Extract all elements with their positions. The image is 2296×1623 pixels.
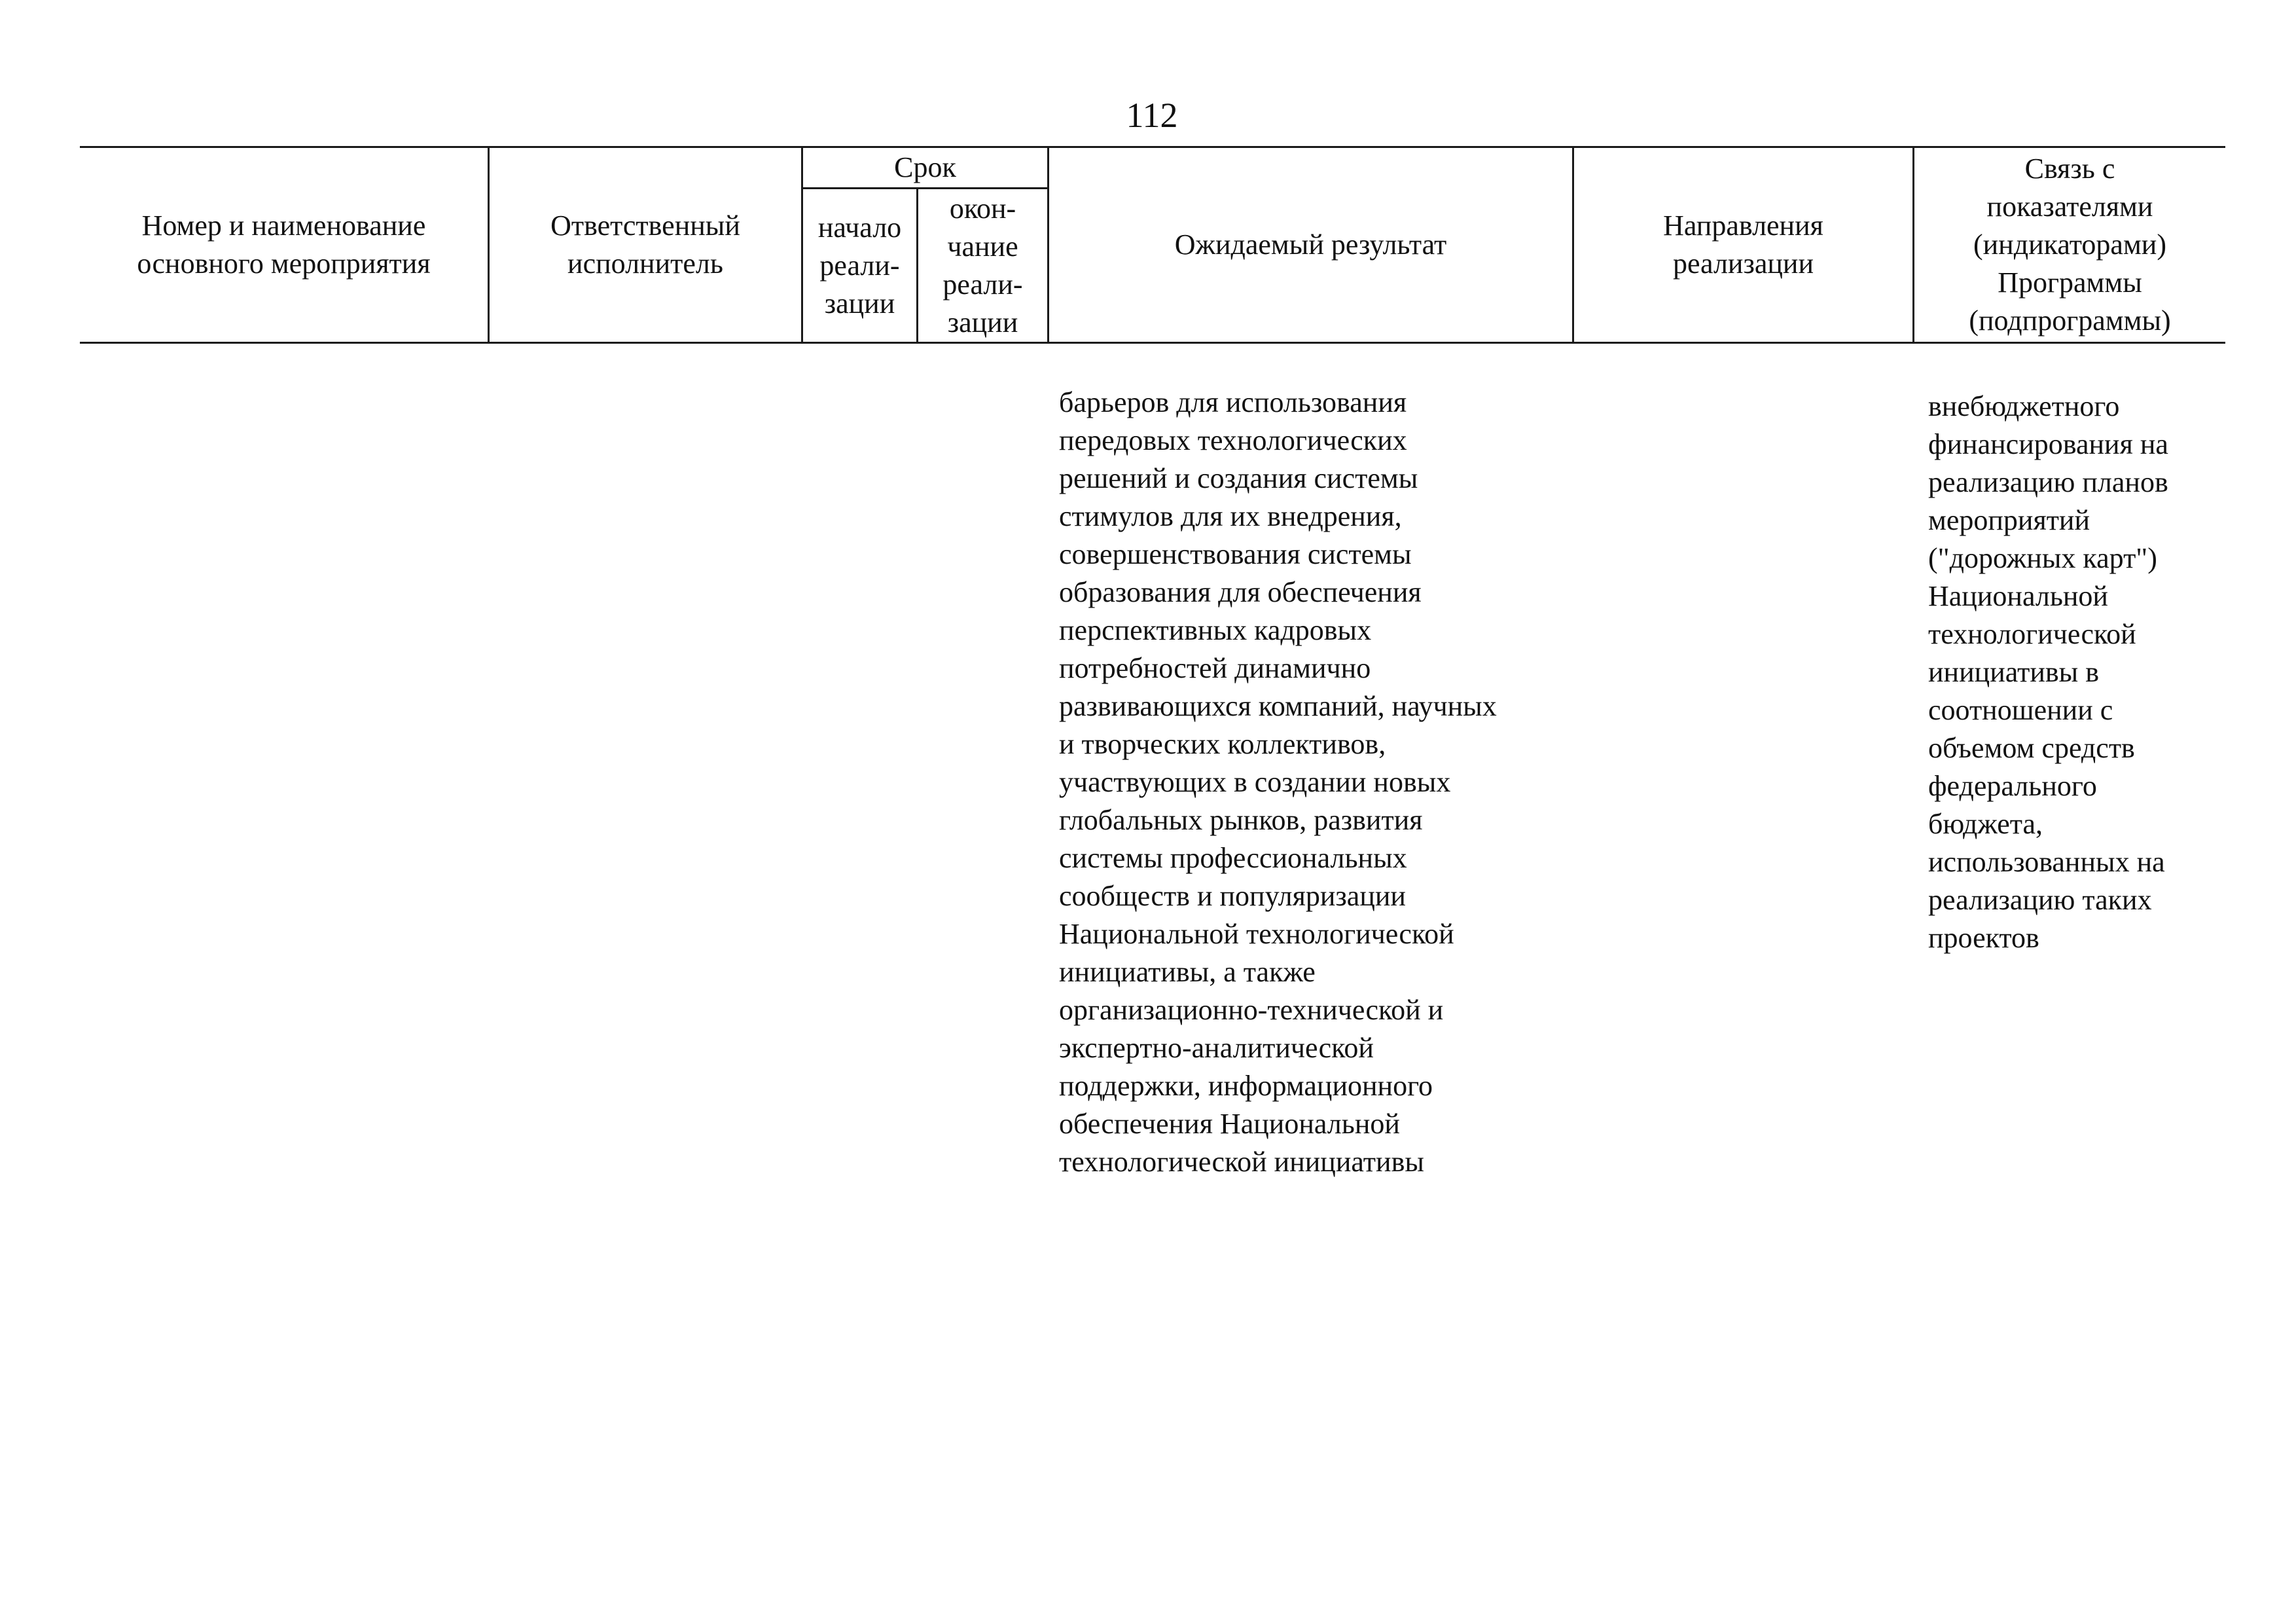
header-name-label: Номер и наименование основного мероприятия (137, 210, 431, 280)
expected-result-text: барьеров для использования передовых технологических решений и создания системы стимулов для их внедрения, совершенствования системы образования для обеспечения перспективных кадровых потребностей динамично развивающихся компаний, научных и творческих коллективов, участвующих в создании новых глобальных рынков, развития системы профессиональных сообществ и популяризации Национальной технологической инициативы, а также организационно-технической и экспертно-аналитической поддержки, информационного обеспечения Национальной технологической инициативы (1059, 386, 1497, 1178)
header-cell-name (80, 148, 488, 342)
header-cell-responsible (490, 148, 801, 342)
header-indicator-link-label: Связь с показателями (индикаторами) Программы (подпрограммы) (1969, 153, 2171, 337)
header-cell-term (803, 148, 1047, 187)
header-result-label: Ожидаемый результат (1174, 228, 1447, 261)
table-header (80, 146, 2225, 344)
page-number: 112 (1126, 96, 1178, 135)
header-start-label: начало реали- зации (817, 211, 902, 319)
header-cell-start (803, 189, 916, 342)
header-directions-label: Направления реализации (1663, 210, 1823, 280)
header-end-label: окон- чание реали- зации (942, 192, 1023, 338)
header-cell-indicator-link (1914, 148, 2225, 342)
header-cell-directions (1574, 148, 1912, 342)
indicator-link-text: внебюджетного финансирования на реализацию планов мероприятий ("дорожных карт") Национальной технологической инициативы в соотношении с объемом средств федерального бюджета, использованных на реализацию таких проектов (1928, 390, 2168, 954)
header-term-label: Срок (894, 151, 956, 183)
header-cell-end (918, 189, 1047, 342)
header-cell-result (1049, 148, 1572, 342)
header-responsible-label: Ответственный исполнитель (550, 210, 740, 280)
